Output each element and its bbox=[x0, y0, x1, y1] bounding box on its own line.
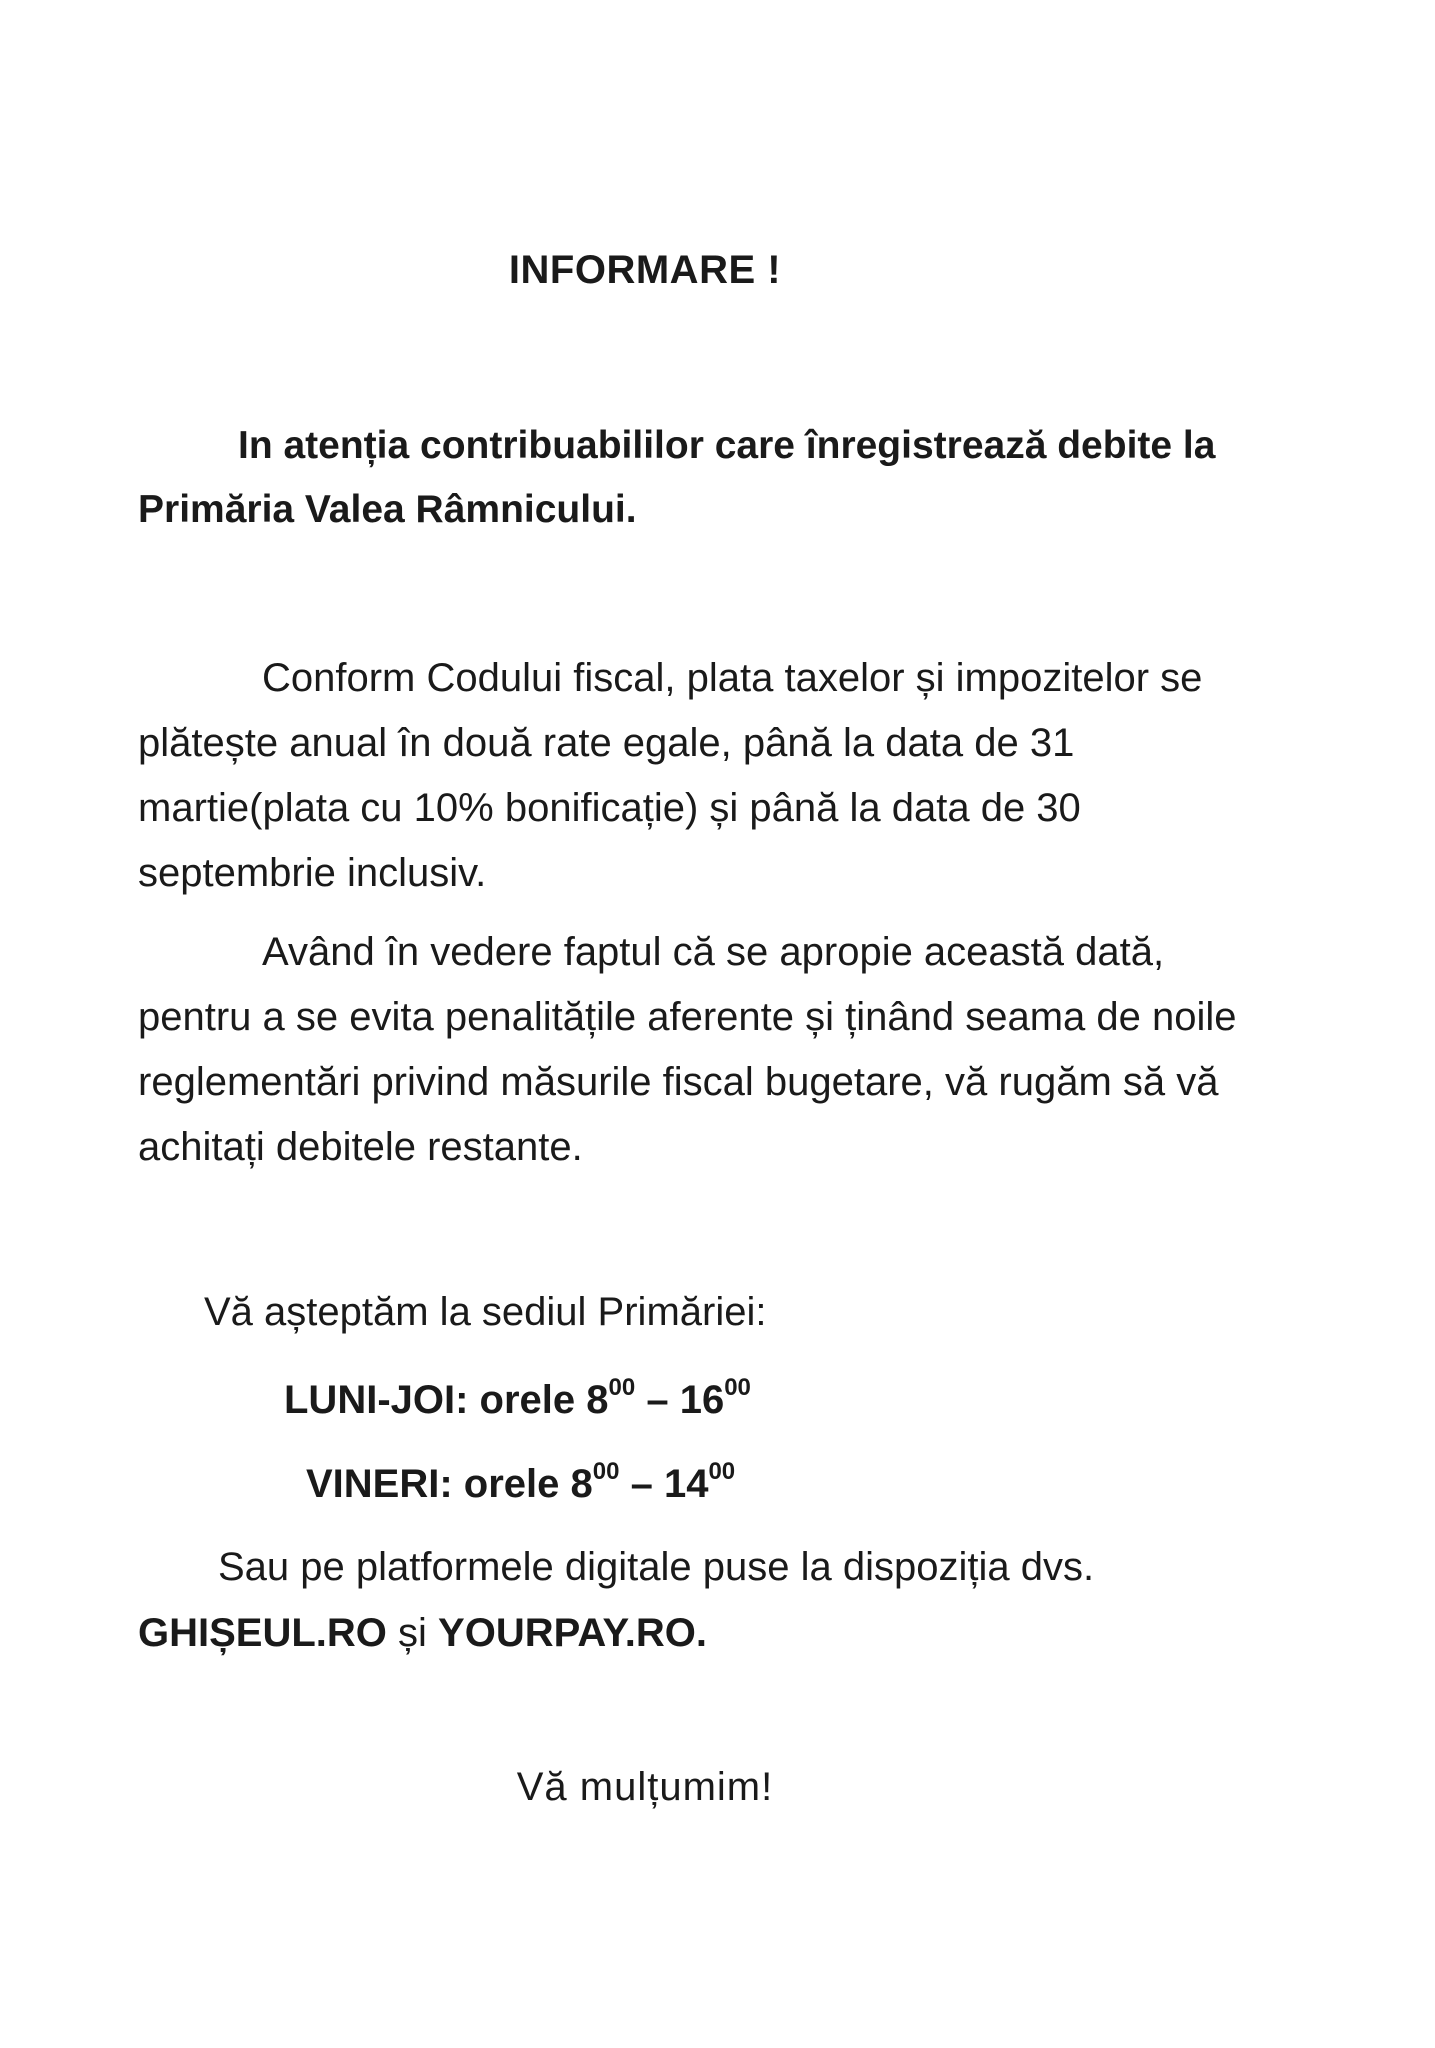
platform-yourpay: YOURPAY.RO. bbox=[438, 1611, 708, 1655]
document-title: INFORMARE ! bbox=[508, 248, 782, 292]
start-minutes: 00 bbox=[608, 1374, 636, 1401]
platform-join: și bbox=[398, 1611, 427, 1655]
online-platforms bbox=[138, 1534, 1268, 1666]
platform-ghiseul: GHIȘEUL.RO bbox=[138, 1611, 387, 1655]
online-text: Sau pe platformele digitale puse la dispoziția dvs. bbox=[218, 1545, 1095, 1589]
start-hour: 8 bbox=[570, 1462, 593, 1506]
schedule-mon-thu bbox=[284, 1370, 751, 1430]
paragraph-payment-terms: Conform Codului fiscal, plata taxelor și impozitelor se plătește anual în două rate egale, până la data de 31 martie(plata cu 10% bonificație) și până la data de 30 septembrie inclusiv. bbox=[138, 656, 1203, 895]
start-minutes: 00 bbox=[592, 1458, 620, 1485]
thanks-text: Vă mulțumim! bbox=[516, 1765, 774, 1809]
time-separator: – bbox=[635, 1378, 680, 1422]
document-subtitle: In atenția contribuabililor care înregistrează debite la Primăria Valea Râmnicului. bbox=[138, 424, 1216, 531]
paragraph-request: Având în vedere faptul că se apropie această dată, pentru a se evita penalitățile aferente și ținând seama de noile reglementări privind măsurile fiscal bugetare, vă rugăm să vă achitați debitele restante. bbox=[138, 930, 1237, 1169]
schedule-label: LUNI-JOI: orele bbox=[284, 1378, 587, 1422]
schedule-label: VINERI: orele bbox=[306, 1462, 571, 1506]
schedule-friday bbox=[306, 1454, 735, 1514]
start-hour: 8 bbox=[586, 1378, 609, 1422]
time-separator: – bbox=[619, 1462, 664, 1506]
end-hour: 14 bbox=[663, 1462, 709, 1506]
office-invitation: Vă așteptăm la sediul Primăriei: bbox=[204, 1290, 767, 1334]
end-minutes: 00 bbox=[708, 1458, 736, 1485]
end-hour: 16 bbox=[679, 1378, 725, 1422]
end-minutes: 00 bbox=[724, 1374, 751, 1401]
